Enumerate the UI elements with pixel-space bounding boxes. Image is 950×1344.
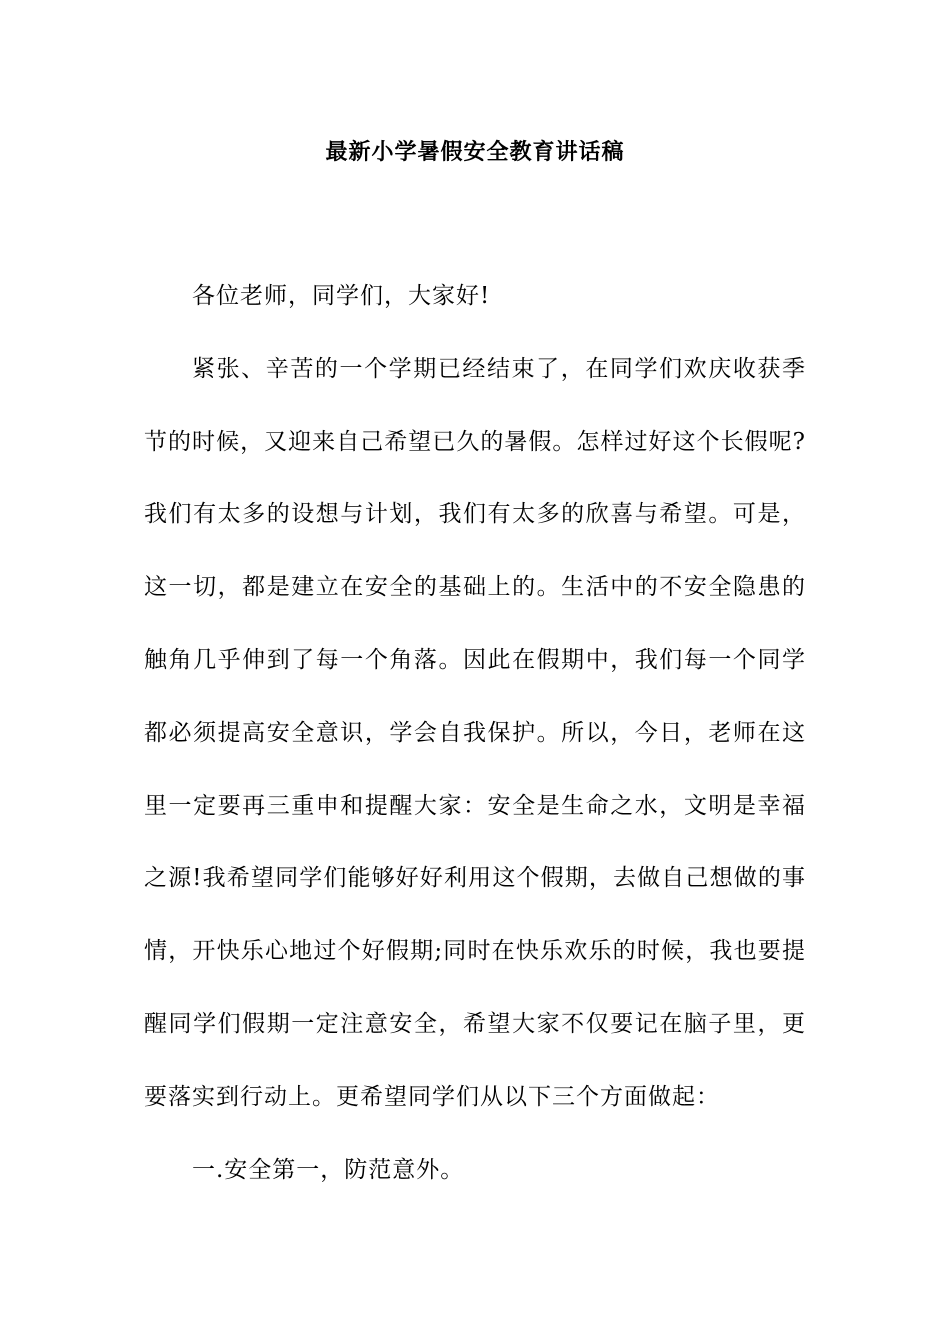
document-body <box>144 260 806 1206</box>
greeting-paragraph: 各位老师，同学们，大家好! <box>192 283 491 309</box>
section-heading-paragraph: 一.安全第一，防范意外。 <box>192 1156 465 1183</box>
document-title: 最新小学暑假安全教育讲话稿 <box>325 140 625 165</box>
body-paragraph: 紧张、辛苦的一个学期已经结束了，在同学们欢庆收获季节的时候，又迎来自己希望已久的暑假。怎样过好这个长假呢?我们有太多的设想与计划，我们有太多的欣喜与希望。可是，这一切，都是建立在安全的基础上的。生活中的不安全隐患的触角几乎伸到了每一个角落。因此在假期中，我们每一个同学都必须提高安全意识，学会自我保护。所以，今日，老师在这里一定要再三重申和提醒大家：安全是生命之水，文明是幸福之源!我希望同学们能够好好利用这个假期，去做自己想做的事情，开快乐心地过个好假期;同时在快乐欢乐的时候，我也要提醒同学们假期一定注意安全，希望大家不仅要记在脑子里，更要落实到行动上。更希望同学们从以下三个方面做起： <box>144 355 806 1110</box>
